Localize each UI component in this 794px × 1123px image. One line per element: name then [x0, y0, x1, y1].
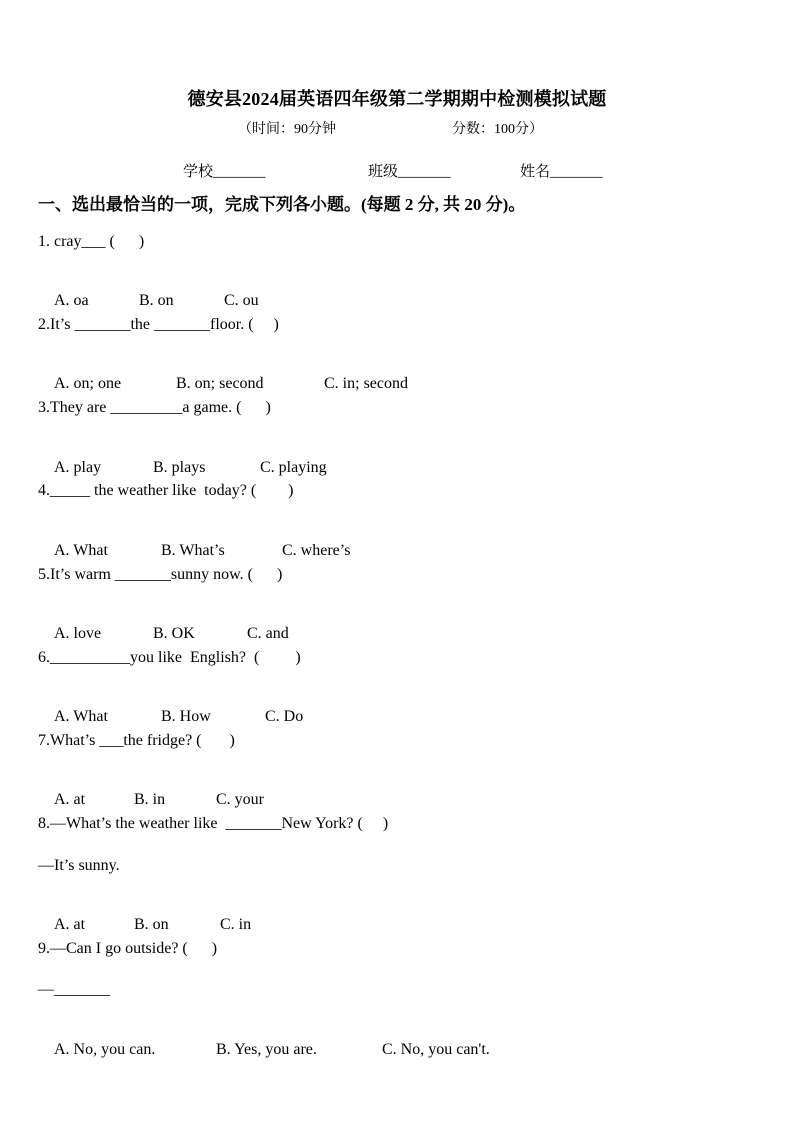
option-b: B. on [139, 292, 174, 309]
option-b: B. How [161, 708, 211, 725]
option-c: C. No, you can't. [382, 1041, 490, 1058]
question-stem: 2.It’s _______the _______floor. ( ) [38, 316, 279, 333]
option-c: C. in [220, 916, 252, 933]
question-stem: 9.—Can I go outside? ( ) [38, 940, 218, 957]
dialogue-line: —_______ [38, 981, 110, 998]
option-a: A. oa [54, 292, 89, 309]
option-a: A. What [54, 708, 108, 725]
question-stem: 6.__________you like English? ( ) [38, 649, 301, 666]
option-a: A. What [54, 542, 108, 559]
option-b: B. on [134, 916, 169, 933]
question-options [38, 1023, 490, 1077]
name-field: 姓名_______ [520, 164, 603, 180]
question-stem: 1. cray___ ( ) [38, 233, 145, 250]
question-stem: 3.They are _________a game. ( ) [38, 399, 271, 416]
exam-time: （时间：90分钟 [238, 122, 336, 137]
option-a: A. at [54, 791, 86, 808]
option-b: B. plays [153, 459, 206, 476]
option-a: A. No, you can. [54, 1041, 156, 1058]
option-a: A. play [54, 459, 102, 476]
option-b: B. on; second [176, 375, 264, 392]
question-stem: 5.It’s warm _______sunny now. ( ) [38, 566, 283, 583]
option-a: A. love [54, 625, 102, 642]
question-stem: 8.—What’s the weather like _______New York? ( ) [38, 815, 389, 832]
option-b: B. What’s [161, 542, 225, 559]
section-heading: 一、选出最恰当的一项，完成下列各小题。(每题 2 分, 共 20 分)。 [38, 195, 526, 214]
option-c: C. your [216, 791, 264, 808]
option-c: C. where’s [282, 542, 351, 559]
dialogue-line: —It’s sunny. [38, 857, 120, 874]
option-a: A. on; one [54, 375, 122, 392]
option-c: C. in; second [324, 375, 408, 392]
exam-title: 德安县2024届英语四年级第二学期期中检测模拟试题 [187, 89, 607, 109]
option-b: B. Yes, you are. [216, 1041, 317, 1058]
school-field: 学校_______ [183, 164, 266, 180]
option-c: C. Do [265, 708, 304, 725]
question-stem: 7.What’s ___the fridge? ( ) [38, 732, 235, 749]
exam-score: 分数：100分） [452, 122, 543, 137]
question-stem: 4._____ the weather like today? ( ) [38, 482, 294, 499]
option-b: B. in [134, 791, 166, 808]
option-c: C. ou [224, 292, 259, 309]
option-c: C. and [247, 625, 289, 642]
option-c: C. playing [260, 459, 327, 476]
class-field: 班级_______ [368, 164, 451, 180]
option-b: B. OK [153, 625, 195, 642]
option-a: A. at [54, 916, 86, 933]
